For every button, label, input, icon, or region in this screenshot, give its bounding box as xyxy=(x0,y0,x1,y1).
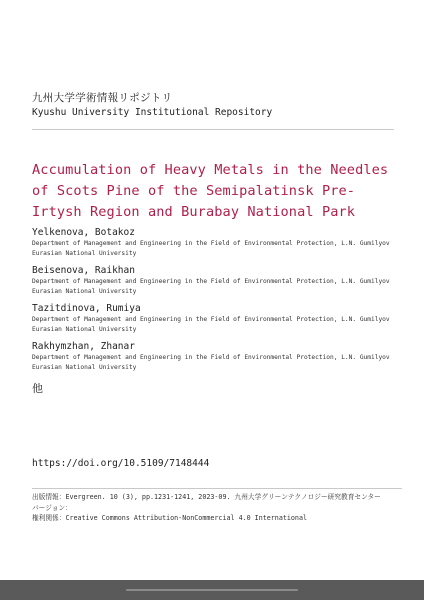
doi-link[interactable]: https://doi.org/10.5109/7148444 xyxy=(32,458,210,469)
paper-title: Accumulation of Heavy Metals in the Needles of Scots Pine of the Semipalatinsk Pre-Irtysh Region and Burabay National Park xyxy=(32,162,389,220)
author-affiliation: Department of Management and Engineering in the Field of Environmental Protection, L.N. Gumilyov Eurasian National University xyxy=(32,354,390,371)
publication-value: Evergreen. 10 (3), pp.1231-1241, 2023-09. 九州大学グリーンテクノロジー研究教育センター xyxy=(65,493,381,501)
scroll-indicator[interactable] xyxy=(126,589,298,591)
author-affiliation: Department of Management and Engineering in the Field of Environmental Protection, L.N. Gumilyov Eurasian National University xyxy=(32,278,390,295)
viewer-footer-bar xyxy=(0,580,424,600)
author-entry xyxy=(32,265,402,296)
repository-header xyxy=(32,92,394,130)
author-entry xyxy=(32,227,402,258)
version-row xyxy=(32,503,402,514)
publication-label: 出版情報： xyxy=(32,493,66,501)
author-affiliation: Department of Management and Engineering in the Field of Environmental Protection, L.N. Gumilyov Eurasian National University xyxy=(32,316,390,333)
publication-row xyxy=(32,492,402,503)
et-al-marker: 他 xyxy=(32,382,43,395)
version-label: バージョン： xyxy=(32,503,72,512)
author-affiliation: Department of Management and Engineering in the Field of Environmental Protection, L.N. Gumilyov Eurasian National University xyxy=(32,240,390,257)
author-name: Rakhymzhan, Zhanar xyxy=(32,341,135,352)
repository-name-jp: 九州大学学術情報リポジトリ xyxy=(32,92,173,104)
publication-info xyxy=(32,488,402,524)
author-entry xyxy=(32,303,402,334)
author-name: Yelkenova, Botakoz xyxy=(32,227,135,238)
author-entry xyxy=(32,341,402,372)
author-name: Beisenova, Raikhan xyxy=(32,265,135,276)
rights-value: Creative Commons Attribution-NonCommercial 4.0 International xyxy=(65,514,308,522)
author-list xyxy=(32,227,402,379)
rights-label: 権利関係： xyxy=(32,514,66,522)
rights-row xyxy=(32,513,402,524)
author-name: Tazitdinova, Rumiya xyxy=(32,303,141,314)
repository-name-en: Kyushu University Institutional Repository xyxy=(32,107,273,118)
